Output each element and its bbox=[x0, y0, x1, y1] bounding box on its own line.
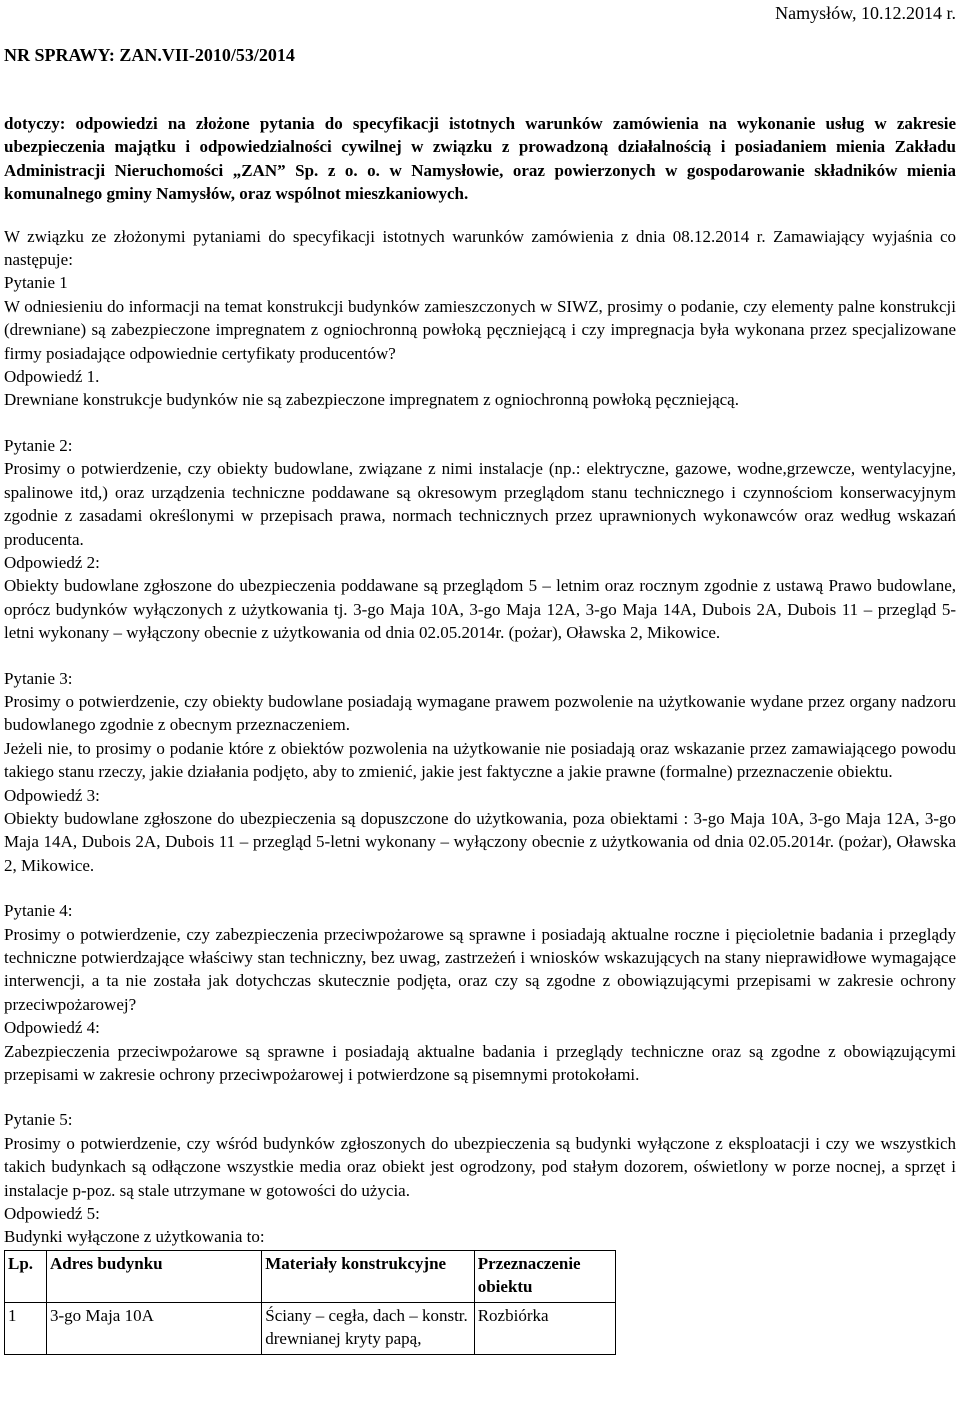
answer-label: Odpowiedź 2: bbox=[4, 552, 100, 572]
answer-label: Odpowiedź 5: bbox=[4, 1204, 100, 1224]
answer-text: Obiekty budowlane zgłoszone do ubezpieczenia są dopuszczone do użytkowania, poza obiektami : 3-go Maja 10A, 3-go Maja 12A, 3-go Maja 14A, Dubois 2A, Dubois 11 – przegląd 5-letni wykonany – wyłączony obecnie z użytkowania od dnia 02.05.2014r. (pożar), Oławska 2, Mikowice. bbox=[4, 808, 956, 875]
qa-section bbox=[4, 271, 956, 1248]
table-cell: 1 bbox=[5, 1302, 47, 1354]
question-text: Prosimy o potwierdzenie, czy obiekty budowlane, związane z nimi instalacje (np.: elektryczne, gazowe, wodne,grzewcze, wentylacyjne, spalinowe itd,) oraz urządzenia techniczne poddawane są okresowym przeglądom stanu technicznego i czynnościom konserwacyjnym zgodnie z zasadami określonymi w przepisach prawa, normach technicznych przez uprawnionych wykonawców oraz według wskazań producenta. bbox=[4, 459, 956, 549]
answer-text: Budynki wyłączone z użytkowania to: bbox=[4, 1227, 265, 1247]
question-label: Pytanie 2: bbox=[4, 435, 73, 455]
table-row bbox=[5, 1302, 616, 1354]
table-header-cell: Przeznaczenie obiektu bbox=[474, 1250, 615, 1302]
document-date: Namysłów, 10.12.2014 r. bbox=[775, 3, 956, 23]
excluded-buildings-table bbox=[4, 1250, 616, 1355]
question-label: Pytanie 5: bbox=[4, 1110, 73, 1130]
subject-paragraph: dotyczy: odpowiedzi na złożone pytania do specyfikacji istotnych warunków zamówienia na wykonanie usług w zakresie ubezpieczenia majątku i odpowiedzialności cywilnej w związku z prowadzoną działalnością i posiadaniem mienia Zakładu Administracji Nieruchomości „ZAN” Sp. z o. o. w Namysłowie, oraz powierzonych w gospodarowanie składników mienia komunalnego gminy Namysłów, oraz wspólnot mieszkaniowych. bbox=[4, 114, 956, 204]
intro-paragraph: W związku ze złożonymi pytaniami do specyfikacji istotnych warunków zamówienia z dnia 08.12.2014 r. Zamawiający wyjaśnia co następuje: bbox=[4, 226, 956, 270]
answer-label: Odpowiedź 4: bbox=[4, 1018, 100, 1038]
answer-text: Obiekty budowlane zgłoszone do ubezpieczenia poddawane są przeglądom 5 – letnim oraz rocznym zgodnie z ustawą Prawo budowlane, oprócz budynków wyłączonych z użytkowania tj. 3-go Maja 10A, 3-go Maja 12A, 3-go Maja 14A, Dubois 2A, Dubois 11 – przegląd 5-letni wykonany – wyłączony obecnie z użytkowania od dnia 02.05.2014r. (pożar), Oławska 2, Mikowice. bbox=[4, 576, 956, 643]
answer-text: Drewniane konstrukcje budynków nie są zabezpieczone impregnatem z ogniochronną powłoką pęczniejącą. bbox=[4, 390, 739, 410]
question-label: Pytanie 1 bbox=[4, 273, 68, 293]
table-cell: Ściany – cegła, dach – konstr. drewnianej kryty papą, bbox=[262, 1302, 474, 1354]
question-text: Prosimy o potwierdzenie, czy obiekty budowlane posiadają wymagane prawem pozwolenie na użytkowanie wydane przez organy nadzoru budowlanego zgodnie z obecnym przeznaczeniem. bbox=[4, 691, 956, 735]
table-header-row bbox=[5, 1250, 616, 1302]
question-label: Pytanie 3: bbox=[4, 668, 73, 688]
table-cell: 3-go Maja 10A bbox=[47, 1302, 262, 1354]
question-text: Prosimy o potwierdzenie, czy wśród budynków zgłoszonych do ubezpieczenia są budynki wyłączone z eksploatacji i czy we wszystkich takich budynkach są odłączone wszystkie media oraz obiekt jest ogrodzony, pod stałym dozorem, oświetlony w porze nocnej, a sprzęt i instalacje p-poz. są stale utrzymane w gotowości do użycia. bbox=[4, 1133, 956, 1200]
question-text: Jeżeli nie, to prosimy o podanie które z obiektów pozwolenia na użytkowanie nie posiadają oraz wskazanie przez zamawiającego powodu takiego stanu rzeczy, jakie działania podjęto, aby to zmienić, jakie jest faktyczne a jakie prawne (formalne) przeznaczenie obiektu. bbox=[4, 738, 956, 782]
question-label: Pytanie 4: bbox=[4, 901, 73, 921]
answer-text: Zabezpieczenia przeciwpożarowe są sprawne i posiadają aktualne badania i przeglądy techniczne oraz są zgodne z obowiązującymi przepisami w zakresie ochrony przeciwpożarowej i potwierdzone są pisemnymi protokołami. bbox=[4, 1041, 956, 1085]
answer-label: Odpowiedź 1. bbox=[4, 367, 100, 387]
answer-label: Odpowiedź 3: bbox=[4, 785, 100, 805]
question-text: Prosimy o potwierdzenie, czy zabezpieczenia przeciwpożarowe są sprawne i posiadają aktualne roczne i pięcioletnie badania i przeglądy techniczne potwierdzające właściwy stan techniczny, bez uwag, zastrzeżeń i wniosków wskazujących na stany nieprawidłowe wymagające interwencji, a ta nie została jak dotychczas skutecznie podjęta, oraz czy są zgodne z obowiązującymi przepisami w zakresie ochrony przeciwpożarowej? bbox=[4, 924, 956, 1014]
document-body bbox=[4, 112, 956, 1355]
table-header-cell: Adres budynku bbox=[47, 1250, 262, 1302]
table-cell: Rozbiórka bbox=[474, 1302, 615, 1354]
table-header-cell: Lp. bbox=[5, 1250, 47, 1302]
question-text: W odniesieniu do informacji na temat konstrukcji budynków zamieszczonych w SIWZ, prosimy o podanie, czy elementy palne konstrukcji (drewniane) są zabezpieczone impregnatem z ogniochronną powłoką pęczniejącą i czy impregnacja była wykonana przez specjalizowane firmy posiadające odpowiednie certyfikaty producentów? bbox=[4, 296, 956, 363]
case-number: NR SPRAWY: ZAN.VII-2010/53/2014 bbox=[4, 45, 295, 65]
table-header-cell: Materiały konstrukcyjne bbox=[262, 1250, 474, 1302]
